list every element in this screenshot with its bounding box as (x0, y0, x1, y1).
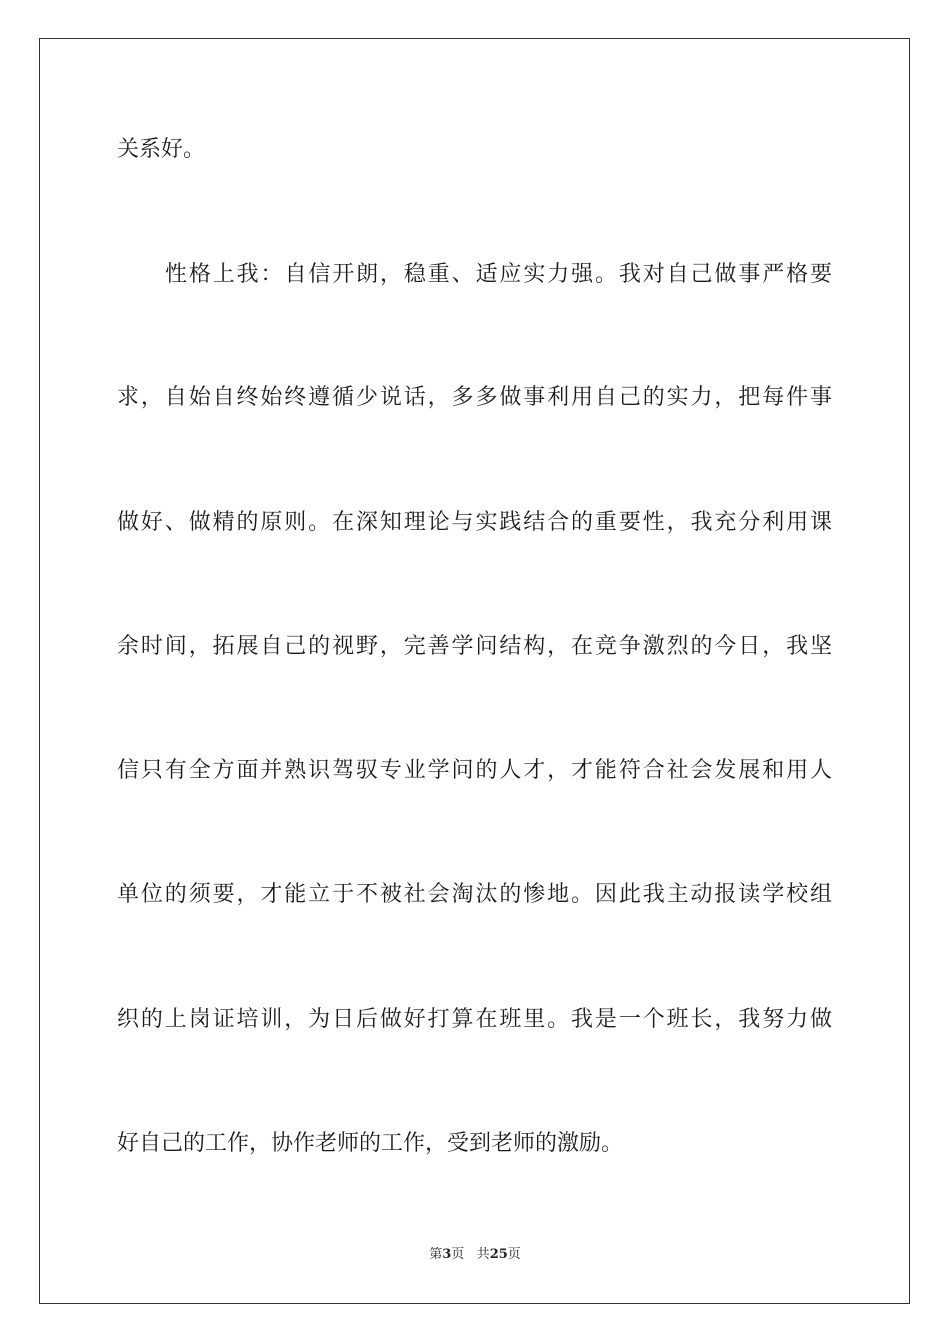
footer-page-suffix: 页 (451, 1247, 465, 1262)
text-line-8: 织的上岗证培训，为日后做好打算在班里。我是一个班长，我努力做 (117, 1007, 832, 1032)
footer-page-prefix: 第 (429, 1247, 443, 1262)
page-border (39, 38, 910, 1304)
text-line-9: 好自己的工作，协作老师的工作，受到老师的激励。 (117, 1131, 624, 1156)
text-line-6: 信只有全方面并熟识驾驭专业学问的人才，才能符合社会发展和用人 (117, 758, 832, 783)
text-line-7: 单位的须要，才能立于不被社会淘汰的惨地。因此我主动报读学校组 (117, 882, 832, 907)
text-line-1: 关系好。 (117, 137, 206, 162)
text-line-2: 性格上我：自信开朗，稳重、适应实力强。我对自己做事严格要 (165, 262, 832, 287)
footer-total-suffix: 页 (507, 1247, 521, 1262)
text-line-3: 求，自始自终始终遵循少说话，多多做事利用自己的实力，把每件事 (117, 385, 832, 410)
footer-total-prefix: 共 (476, 1247, 490, 1262)
text-line-5: 余时间，拓展自己的视野，完善学问结构，在竞争激烈的今日，我坚 (117, 634, 832, 659)
footer-total-pages: 25 (489, 1247, 508, 1262)
text-line-4: 做好、做精的原则。在深知理论与实践结合的重要性，我充分利用课 (117, 510, 832, 535)
page-footer (0, 1246, 950, 1264)
footer-page-number: 3 (442, 1247, 452, 1262)
